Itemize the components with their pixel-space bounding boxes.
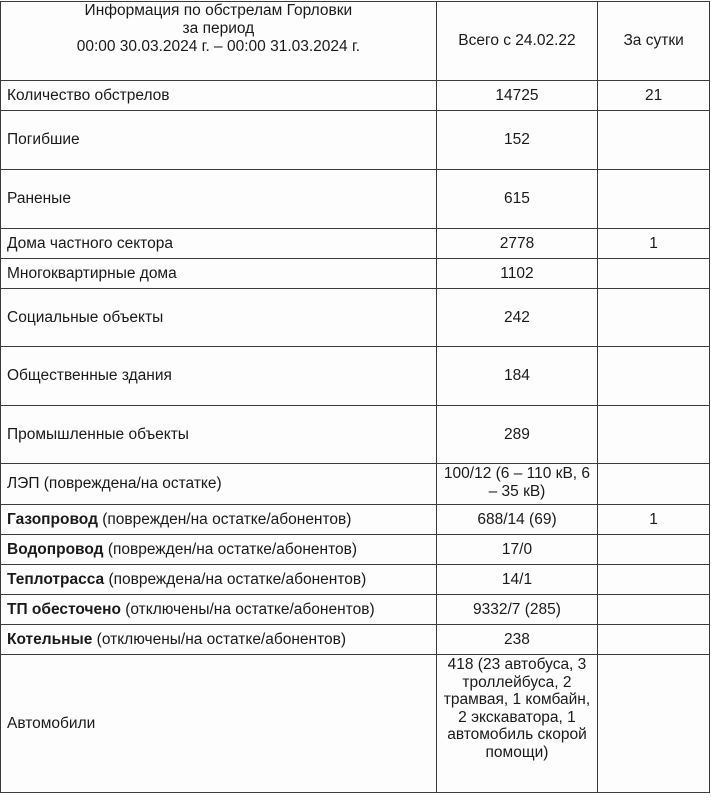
row-day-killed: [598, 111, 710, 170]
table-row: [1, 655, 710, 793]
row-label-text: Котельные: [7, 630, 93, 648]
row-label-gas-pipeline: [1, 505, 437, 535]
row-label-apartment-buildings: Многоквартирные дома: [1, 259, 437, 289]
row-label-public-buildings: Общественные здания: [1, 347, 437, 406]
row-day-social-objects: [598, 289, 710, 347]
table-row: [1, 347, 710, 406]
row-label-text: ЛЭП: [7, 475, 40, 492]
row-total-shelling-count: 14725: [436, 81, 597, 111]
row-label-note: (повреждена/на остатке): [43, 475, 222, 492]
table-row: [1, 625, 710, 655]
row-label-substations: [1, 595, 437, 625]
row-total-boiler-houses: 238: [436, 625, 597, 655]
row-label-shelling-count: Количество обстрелов: [1, 81, 437, 111]
row-day-boiler-houses: [598, 625, 710, 655]
row-label-text: Газопровод: [7, 510, 98, 528]
row-label-social-objects: Социальные объекты: [1, 289, 437, 347]
row-label-boiler-houses: [1, 625, 437, 655]
column-header-day: За сутки: [598, 2, 710, 81]
row-day-wounded: [598, 170, 710, 229]
row-label-private-houses: Дома частного сектора: [1, 229, 437, 259]
row-label-note: (отключены/на остатке/абонентов): [125, 600, 375, 618]
row-label-industrial-objects: Промышленные объекты: [1, 406, 437, 464]
row-total-public-buildings: 184: [436, 347, 597, 406]
table-header-row: [1, 2, 710, 81]
table-row: [1, 464, 710, 505]
row-label-note: (поврежден/на остатке/абонентов): [102, 510, 352, 528]
row-total-apartment-buildings: 1102: [436, 259, 597, 289]
row-label-text: ТП обесточено: [7, 600, 121, 618]
column-header-total: Всего с 24.02.22: [436, 2, 597, 81]
row-day-gas-pipeline: 1: [598, 505, 710, 535]
row-total-vehicles: 418 (23 автобуса, 3 троллейбуса, 2 трамвая, 1 комбайн, 2 экскаватора, 1 автомобиль скорой помощи): [436, 655, 597, 793]
row-label-water-pipeline: [1, 535, 437, 565]
row-total-social-objects: 242: [436, 289, 597, 347]
row-total-wounded: 615: [436, 170, 597, 229]
table-row: [1, 565, 710, 595]
table-row: [1, 81, 710, 111]
row-label-killed: Погибшие: [1, 111, 437, 170]
row-day-substations: [598, 595, 710, 625]
table-row: [1, 229, 710, 259]
row-label-text: Теплотрасса: [7, 570, 105, 588]
table-row: [1, 259, 710, 289]
row-total-water-pipeline: 17/0: [436, 535, 597, 565]
row-day-water-pipeline: [598, 535, 710, 565]
row-total-industrial-objects: 289: [436, 406, 597, 464]
report-title-line: Информация по обстрелам Горловки: [84, 2, 353, 19]
row-day-shelling-count: 21: [598, 81, 710, 111]
table-row: [1, 170, 710, 229]
row-label-text: Водопровод: [7, 540, 104, 558]
row-total-private-houses: 2778: [436, 229, 597, 259]
row-day-power-lines: [598, 464, 710, 505]
row-total-power-lines: 100/12 (6 – 110 кВ, 6 – 35 кВ): [436, 464, 597, 505]
table-row: [1, 289, 710, 347]
row-total-gas-pipeline: 688/14 (69): [436, 505, 597, 535]
row-day-public-buildings: [598, 347, 710, 406]
table-row: [1, 505, 710, 535]
row-label-power-lines: [1, 464, 437, 505]
row-label-wounded: Раненые: [1, 170, 437, 229]
row-day-vehicles: [598, 655, 710, 793]
row-label-note: (отключены/на остатке/абонентов): [96, 630, 347, 648]
row-label-heating-main: [1, 565, 437, 595]
row-total-heating-main: 14/1: [436, 565, 597, 595]
shelling-report-table: [0, 1, 710, 793]
table-row: [1, 406, 710, 464]
report-title: [1, 2, 437, 81]
report-period: 00:00 30.03.2024 г. – 00:00 31.03.2024 г.: [76, 38, 361, 55]
table-row: [1, 535, 710, 565]
report-title-line: за период: [182, 20, 255, 37]
row-total-substations: 9332/7 (285): [436, 595, 597, 625]
row-day-apartment-buildings: [598, 259, 710, 289]
row-day-heating-main: [598, 565, 710, 595]
table-row: [1, 595, 710, 625]
row-label-vehicles: Автомобили: [1, 655, 437, 793]
row-day-industrial-objects: [598, 406, 710, 464]
row-day-private-houses: 1: [598, 229, 710, 259]
table-row: [1, 111, 710, 170]
row-label-note: (повреждена/на остатке/абонентов): [108, 570, 367, 588]
row-label-note: (поврежден/на остатке/абонентов): [107, 540, 358, 558]
row-total-killed: 152: [436, 111, 597, 170]
